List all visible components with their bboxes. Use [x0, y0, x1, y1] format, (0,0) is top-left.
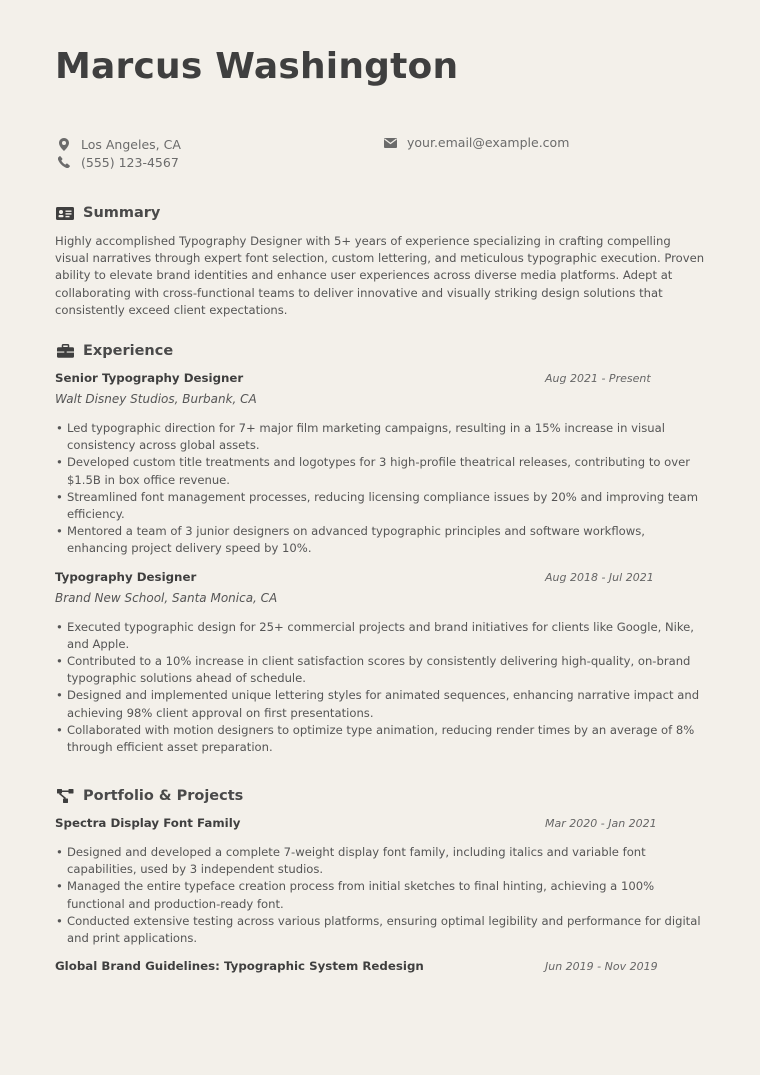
job-company: Brand New School, Santa Monica, CA: [55, 590, 278, 605]
job-header: [55, 570, 705, 584]
email-link[interactable]: your.email@example.com: [407, 135, 570, 150]
job-bullets: [55, 420, 705, 558]
contact-info: [55, 135, 705, 171]
project-title: Spectra Display Font Family: [55, 816, 241, 830]
job-title: Typography Designer: [55, 569, 197, 584]
projects-heading: [55, 788, 705, 804]
job-header: [55, 371, 705, 385]
summary-heading: [55, 205, 705, 221]
bullet-item: • Managed the entire typeface creation process from initial sketches to final hinting, achieving a 100% functional and production-ready font.: [55, 878, 705, 912]
candidate-name: Marcus Washington: [55, 46, 459, 87]
project-header: [55, 816, 705, 830]
projects-section: [55, 788, 705, 973]
experience-heading-text: Experience: [83, 343, 174, 359]
contact-row-phone: [55, 153, 705, 171]
location-item: [55, 137, 181, 152]
briefcase-icon: [55, 344, 75, 358]
project-entry: [55, 959, 705, 973]
bullet-item: • Executed typographic design for 25+ commercial projects and brand initiatives for clients like Google, Nike, and Apple.: [55, 619, 705, 653]
experience-section: [55, 343, 705, 756]
project-diagram-icon: [55, 789, 75, 803]
experience-heading: [55, 343, 705, 359]
summary-heading-text: Summary: [83, 205, 161, 221]
job-date: Aug 2018 - Jul 2021: [545, 570, 654, 584]
location-text: Los Angeles, CA: [81, 136, 181, 152]
summary-text: Highly accomplished Typography Designer with 5+ years of experience specializing in crafting compelling visual narratives through expert font selection, custom lettering, and meticulous typographic execution. Proven ability to elevate brand identities and enhance user experiences across diverse media platforms. Adept at collaborating with cross-functional teams to deliver innovative and visually striking design solutions that consistently exceed client expectations.: [55, 234, 705, 317]
phone-text: (555) 123-4567: [81, 154, 179, 170]
bullet-item: • Designed and developed a complete 7-weight display font family, including italics and variable font capabilities, used by 3 independent studios.: [55, 844, 705, 878]
project-title: Global Brand Guidelines: Typographic System Redesign: [55, 959, 424, 974]
project-entry: [55, 816, 705, 947]
envelope-icon: [381, 138, 399, 148]
map-pin-icon: [55, 138, 73, 151]
bullet-item: • Developed custom title treatments and logotypes for 3 high-profile theatrical releases, contributing to over $1.5B in box office revenue.: [55, 454, 705, 488]
summary-section: [55, 205, 705, 319]
project-date: Mar 2020 - Jan 2021: [545, 817, 657, 830]
job-bullets: [55, 619, 705, 757]
bullet-item: • Mentored a team of 3 junior designers on advanced typographic principles and software workflows, enhancing project delivery speed by 10%.: [55, 523, 705, 557]
job-date: Aug 2021 - Present: [545, 372, 651, 385]
job-company: Walt Disney Studios, Burbank, CA: [55, 392, 257, 406]
contact-row-location: [55, 135, 705, 153]
project-bullets: [55, 844, 705, 947]
project-date: Jun 2019 - Nov 2019: [545, 960, 658, 974]
id-card-icon: [55, 207, 75, 220]
bullet-item: • Led typographic direction for 7+ major film marketing campaigns, resulting in a 15% increase in visual consistency across global assets.: [55, 420, 705, 454]
bullet-item: • Collaborated with motion designers to optimize type animation, reducing render times by an average of 8% through efficient asset preparation.: [55, 722, 705, 756]
project-header: [55, 959, 705, 973]
bullet-item: • Designed and implemented unique lettering styles for animated sequences, enhancing narrative impact and achieving 98% client approval on first presentations.: [55, 687, 705, 721]
job-entry: [55, 570, 705, 757]
job-entry: [55, 371, 705, 558]
job-title: Senior Typography Designer: [55, 371, 244, 385]
phone-icon: [55, 156, 73, 168]
email-item: [381, 135, 569, 150]
phone-item: [55, 155, 179, 170]
bullet-item: • Contributed to a 10% increase in client satisfaction scores by consistently delivering high-quality, on-brand typographic solutions ahead of schedule.: [55, 653, 705, 687]
projects-heading-text: Portfolio & Projects: [83, 788, 244, 804]
bullet-item: • Streamlined font management processes, reducing licensing compliance issues by 20% and improving team efficiency.: [55, 489, 705, 523]
bullet-item: • Conducted extensive testing across various platforms, ensuring optimal legibility and performance for digital and print applications.: [55, 913, 705, 947]
